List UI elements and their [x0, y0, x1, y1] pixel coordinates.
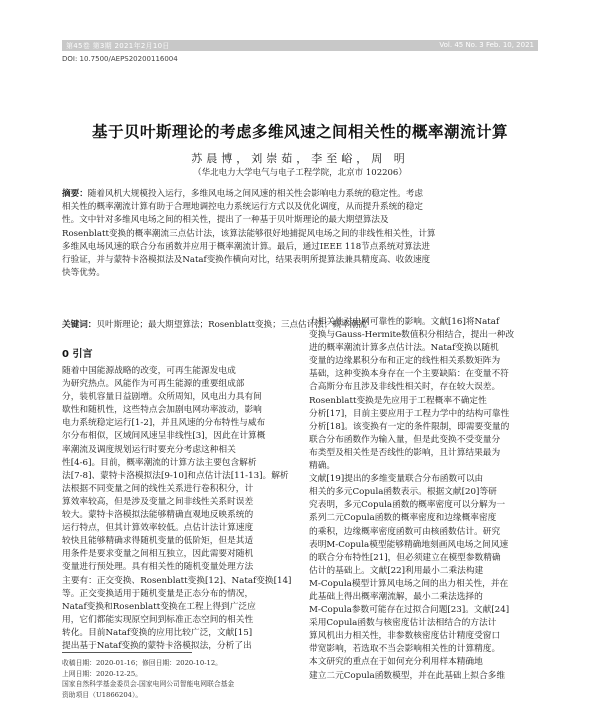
footnote-line: 国家自然科学基金委员会-国家电网公司智能电网联合基金	[62, 680, 235, 688]
body-line: 精确。	[309, 461, 336, 472]
body-line: 的联合分布特性[21]，但必须建立在模型参数精确	[309, 552, 501, 563]
journal-header-bar	[62, 40, 538, 51]
body-line: 较快且能够精确求得随机变量的低阶矩，但是其适	[62, 536, 254, 547]
body-line: Nataf变换和Rosenblatt变换在工程上得到广泛应	[62, 601, 256, 612]
abstract-line: 行验证，并与蒙特卡洛模拟法及Nataf变换作横向对比，结果表明所提算法兼具精度高、收敛速度	[62, 254, 431, 265]
abstract-label: 摘要：	[62, 189, 88, 199]
journal-issue-en: Vol. 45 No. 3 Feb. 10, 2021	[439, 41, 534, 49]
body-line: 等。正交变换适用于随机变量是正态分布的情况，	[62, 588, 254, 599]
body-line: 进的概率潮流计算多点估计法。Nataf变换以随机	[309, 343, 499, 354]
body-line: 随着中国能源战略的改变，可再生能源发电成	[62, 366, 236, 376]
body-line: 提出基于Nataf变换的蒙特卡洛模拟法，分析了出	[62, 640, 252, 651]
body-line: 相关的多元Copula函数表示。根据文献[20]等研	[309, 487, 497, 498]
author-list: 苏晨博，刘崇茹，李至峪，周 明	[191, 152, 409, 165]
left-text-column	[62, 365, 291, 653]
body-line: 变量进行预处理。具有相关性的随机变量处理方法	[62, 562, 254, 573]
right-text-column	[309, 316, 538, 683]
body-line: 分析[18]。该变换有一定的条件限制，即需要变量的	[309, 421, 510, 432]
abstract-line: 摘要：随着风机大规模投入运行，多维风电场之间风速的相关性会影响电力系统的稳定性。考虑	[62, 189, 423, 199]
keywords-text: 贝叶斯理论；最大期望算法；Rosenblatt变换；三点估计法；概率潮流	[96, 320, 367, 330]
body-line: 布类型及相关性是否线性的影响，且计算结果最为	[309, 447, 501, 458]
body-line: 为研究热点。风能作为可再生能源的重要组成部	[62, 379, 245, 390]
body-line: 本文研究的重点在于如何充分利用样本精确地	[309, 657, 483, 668]
body-line: 用，它们都能实现原空间到标准正态空间的相关性	[62, 614, 254, 625]
body-line: 合高斯分布且涉及非线性相关时，存在较大误差。	[309, 382, 501, 393]
body-line: 联合分布函数作为输入量，但是此变换不受变量分	[309, 434, 501, 445]
body-line: 究表明，多元Copula函数的概率密度可以分解为一	[309, 500, 506, 511]
body-line: 算效率较高，但是涉及变量之间非线性关系时误差	[62, 496, 254, 507]
body-line: 较大。蒙特卡洛模拟法能够精确直观地反映系统的	[62, 510, 254, 521]
body-line: 力相关性对电网可靠性的影响。文献[16]将Nataf	[309, 317, 500, 327]
footnote-divider	[62, 652, 192, 653]
abstract-line: 多维风电场风速的联合分布函数并应用于概率潮流计算。最后，通过IEEE 118节点系统对算法进	[62, 241, 430, 252]
body-line: 带宽影响，若选取不当会影响相关性的计算精度。	[309, 644, 501, 655]
body-line: 歇性和随机性，这些特点会加剧电网功率波动，影响	[62, 405, 262, 416]
body-line: 系列二元Copula函数的概率密度和边缘概率密度	[309, 513, 497, 524]
abstract-line: 相关性的概率潮流计算有助于合理地调控电力系统运行方式以及优化调度，从而提升系统的稳定	[62, 202, 423, 213]
body-line: 分析[17]，目前主要应用于工程力学中的结构可靠性	[309, 408, 510, 419]
body-line: 用条件是要求变量之间相互独立，因此需要对随机	[62, 549, 254, 560]
body-line: 估计的基础上。文献[22]利用最小二乘法构建	[309, 565, 484, 576]
body-line: M-Copula参数可能存在过拟合问题[23]。文献[24]	[309, 605, 510, 616]
abstract-line: 性。文中针对多维风电场之间的相关性，提出了一种基于贝叶斯理论的最大期望算法及	[62, 215, 389, 226]
body-line: 主要有：正交变换、Rosenblatt变换[12]、Nataf变换[14]	[62, 575, 291, 586]
body-line: Rosenblatt变换是先应用于工程概率不确定性	[309, 395, 487, 406]
abstract-line: 快等优势。	[62, 268, 105, 279]
doi-line[interactable]: DOI: 10.7500/AEPS20200116004	[62, 55, 178, 63]
body-line: 采用Copula函数与核密度估计法相结合的方法计	[309, 618, 497, 629]
body-line: 基础，这种变换本身存在一个主要缺陷：在变量不符	[309, 369, 509, 380]
abstract-block	[62, 188, 538, 280]
body-line: 变量的边缘累积分布和正定的线性相关系数矩阵为	[309, 356, 501, 367]
body-line: 文献[19]提出的多维变量联合分布函数可以由	[309, 474, 484, 485]
body-line: 的乘积，边缘概率密度函数可由核函数估计。研究	[309, 526, 501, 537]
journal-issue-cn: 第45卷 第3期 2021年2月10日	[66, 42, 170, 50]
footnotes-block	[62, 658, 297, 700]
body-line: 电力系统稳定运行[1-2]，并且风速的分布特性与威布	[62, 418, 266, 429]
body-line: 此基础上得出概率潮流解，最小二乘法选择的	[309, 591, 483, 602]
body-line: 表明M-Copula模型能够精确地刻画风电场之间风速	[309, 539, 509, 550]
footnote-line: 收稿日期：2020-01-16；修回日期：2020-10-12。	[62, 659, 222, 667]
body-line: 变换与Gauss-Hermite数值积分相结合，提出一种改	[309, 330, 515, 341]
body-line: 运行特点，但其计算效率较低。点估计法计算速度	[62, 523, 254, 534]
paper-title: 基于贝叶斯理论的考虑多维风速之间相关性的概率潮流计算	[91, 123, 508, 141]
body-line: M-Copula模型计算风电场之间的出力相关性，并在	[309, 578, 509, 589]
body-line: 建立二元Copula函数模型，并在此基础上拟合多维	[309, 670, 506, 681]
keywords-label: 关键词：	[62, 320, 97, 330]
body-line: 法[7-8]、蒙特卡洛模拟法[9-10]和点估计法[11-13]。解析	[62, 470, 289, 481]
section-heading-introduction: 0 引言	[62, 349, 93, 360]
author-affiliation: （华北电力大学电气与电子工程学院，北京市 102206）	[193, 168, 407, 178]
body-line: 尔分布相似，区域间风速呈非线性[3]，因此在计算概	[62, 431, 266, 442]
footnote-line: 资助项目（U1866204）。	[62, 690, 143, 699]
footnote-line: 上网日期：2020-12-25。	[62, 669, 142, 678]
body-line: 分，装机容量日益剧增。众所周知，风电出力具有间	[62, 392, 262, 403]
abstract-line: Rosenblatt变换的概率潮流三点估计法，该算法能够很好地捕捉风电场之间的非线性相关性，计算	[62, 228, 436, 239]
body-line: 算风机出力相关性，非参数核密度估计精度受窗口	[309, 631, 501, 642]
body-line: 性[4-6]。目前，概率潮流的计算方法主要包含解析	[62, 457, 257, 468]
body-line: 率潮流及调度规划运行时要充分考虑这种相关	[62, 444, 236, 455]
body-line: 转化。目前Nataf变换的应用比较广泛，文献[15]	[62, 627, 253, 638]
body-line: 法根据不同变量之间的线性关系进行卷积积分，计	[62, 483, 254, 494]
